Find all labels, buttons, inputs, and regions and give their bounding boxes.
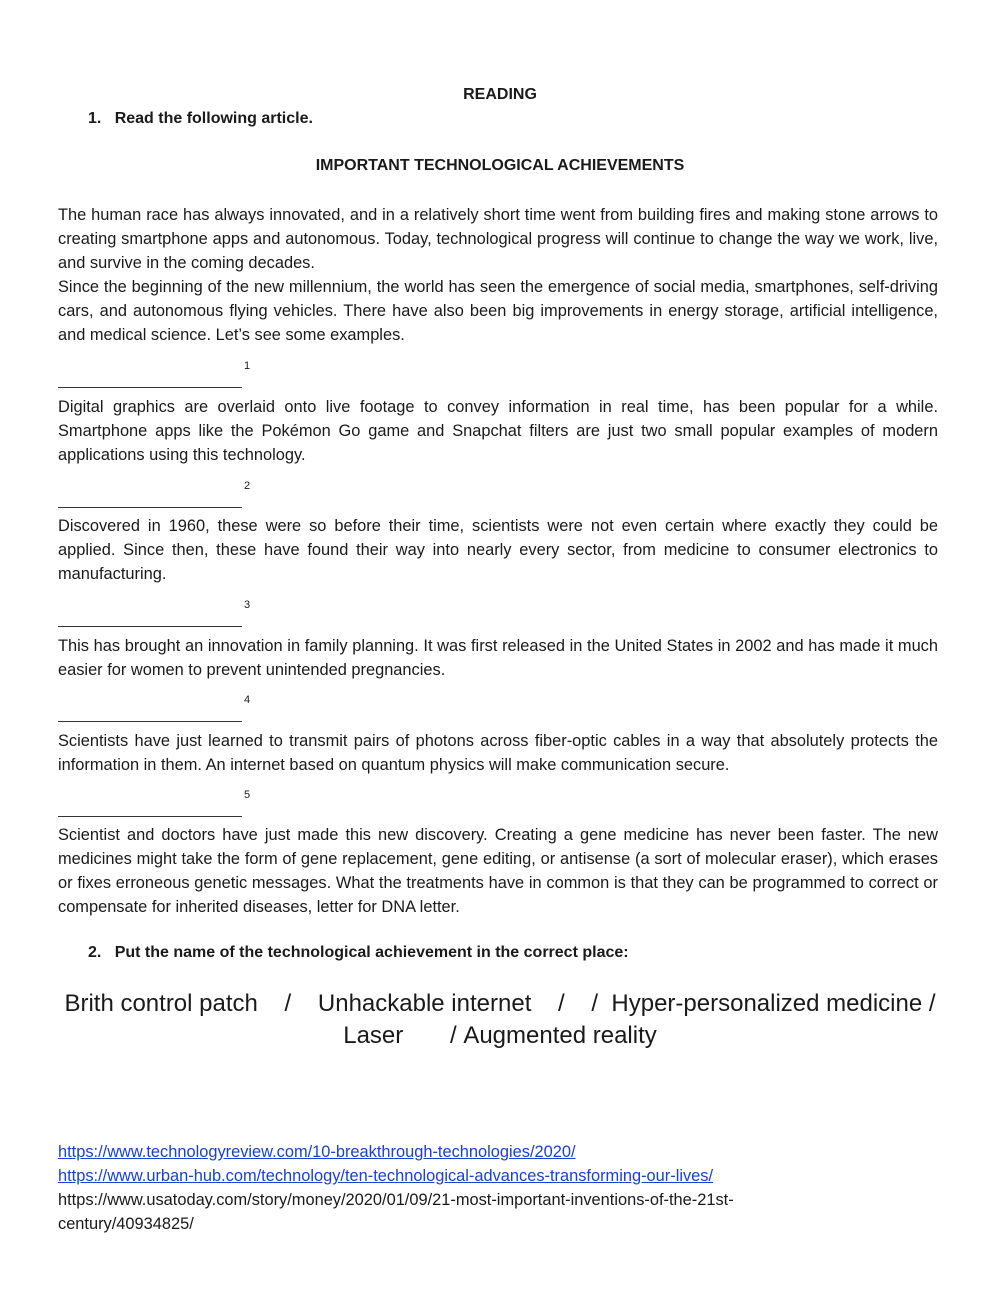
question-2-label: Put the name of the technological achievement in the correct place: (114, 944, 629, 961)
option-separator: / (284, 990, 292, 1017)
answer-blank-5[interactable] (58, 789, 251, 823)
answer-blank-1[interactable] (58, 360, 251, 394)
question-2-number: 2. (88, 944, 102, 961)
article-title: IMPORTANT TECHNOLOGICAL ACHIEVEMENTS (315, 157, 685, 174)
option-separator: / (591, 990, 599, 1017)
blank-line[interactable] (58, 493, 242, 508)
question-1-number: 1. (88, 110, 102, 127)
section-1-text: Digital graphics are overlaid onto live footage to convey information in real time, has been popular for a while. Smartphone apps like the Pokémon Go game and Snapchat filters are just two small popular examples of modern applications using this technology. (58, 398, 938, 464)
option-birth-control-patch: Brith control patch (64, 990, 258, 1017)
answer-blank-2[interactable] (58, 480, 251, 514)
blank-line[interactable] (58, 373, 242, 388)
intro-paragraph-2: Since the beginning of the new millennium, the world has seen the emergence of social media, smartphones, self-driving cars, and autonomous flying vehicles. There have also been big improvements in energy storage, artificial intelligence, and medical science. Let’s see some examples. (58, 278, 938, 344)
option-separator: / (449, 1022, 457, 1049)
word-bank (40, 988, 960, 1052)
section-3-text: This has brought an innovation in family planning. It was first released in the United States in 2002 and has made it much easier for women to prevent unintended pregnancies. (58, 637, 938, 679)
sources-list (58, 1140, 938, 1236)
option-separator: / (558, 990, 565, 1017)
blank-line[interactable] (58, 802, 242, 817)
option-unhackable-internet: Unhackable internet (317, 990, 532, 1017)
question-1 (88, 110, 313, 128)
source-link-technologyreview[interactable]: https://www.technologyreview.com/10-breakthrough-technologies/2020/ (58, 1143, 576, 1161)
blank-number: 3 (244, 599, 251, 611)
section-2-text: Discovered in 1960, these were so before their time, scientists were not even certain where exactly they could be applied. Since then, these have found their way into nearly every sector, from medicine to consumer electronics to manufacturing. (58, 517, 938, 583)
source-usatoday-line-2: century/40934825/ (58, 1215, 194, 1233)
option-hyper-personalized-medicine: Hyper-personalized medicine (611, 990, 923, 1017)
blank-number: 1 (244, 360, 251, 372)
blank-number: 4 (244, 694, 251, 706)
question-2 (88, 944, 629, 962)
section-4-text: Scientists have just learned to transmit pairs of photons across fiber-optic cables in a way that absolutely protects the information in them. An internet based on quantum physics will make communication secure. (58, 732, 938, 774)
answer-blank-4[interactable] (58, 694, 251, 728)
option-laser: Laser (343, 1022, 404, 1049)
option-separator: / (928, 990, 936, 1017)
section-5-text: Scientist and doctors have just made this new discovery. Creating a gene medicine has never been faster. The new medicines might take the form of gene replacement, gene editing, or antisense (a sort of molecular eraser), which erases or fixes erroneous genetic messages. What the treatments have in common is that they can be programmed to correct or compensate for inherited diseases, letter for DNA letter. (58, 826, 938, 916)
reading-heading: READING (463, 86, 537, 103)
question-1-label: Read the following article. (114, 110, 313, 127)
blank-line[interactable] (58, 707, 242, 722)
option-augmented-reality: Augmented reality (463, 1022, 657, 1049)
blank-line[interactable] (58, 612, 242, 627)
source-link-urban-hub[interactable]: https://www.urban-hub.com/technology/ten-technological-advances-transforming-our-lives/ (58, 1167, 714, 1185)
blank-number: 5 (244, 789, 251, 801)
blank-number: 2 (244, 480, 251, 492)
answer-blank-3[interactable] (58, 599, 251, 633)
source-usatoday-line-1: https://www.usatoday.com/story/money/2020/01/09/21-most-important-inventions-of-the-21st- (58, 1191, 734, 1209)
intro-paragraph-1: The human race has always innovated, and in a relatively short time went from building fires and making stone arrows to creating smartphone apps and autonomous. Today, technological progress will continue to change the way we work, live, and survive in the coming decades. (58, 206, 938, 272)
